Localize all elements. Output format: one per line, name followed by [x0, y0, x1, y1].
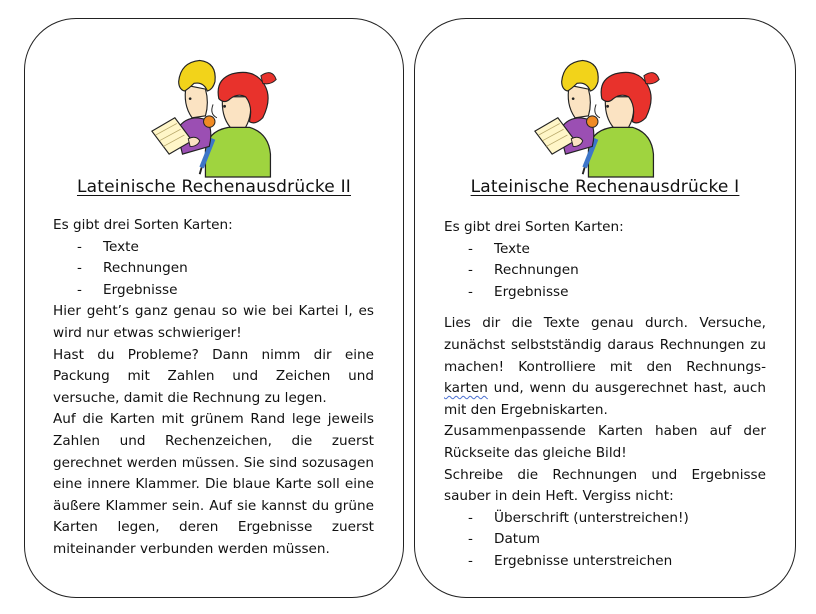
- list-item: - Ergebnisse: [77, 281, 178, 298]
- children-reading-icon: [150, 45, 280, 181]
- spellcheck-word: karten: [444, 380, 488, 397]
- list-item: - Ergebnisse: [468, 283, 569, 300]
- list-item: - Texte: [468, 240, 530, 257]
- paragraph: Schreibe die Rechnungen und Ergebnisse sauber in dein Heft. Vergiss nicht:: [444, 466, 766, 505]
- paragraph: Hast du Probleme? Dann nimm dir eine Packung mit Zahlen und Zeichen und versuche, damit die Rechnung zu legen.: [53, 346, 374, 406]
- card-body: [444, 217, 766, 573]
- card-kartei-2: [24, 18, 404, 598]
- list-item: - Rechnungen: [77, 260, 188, 277]
- card-type-list: [444, 239, 766, 304]
- list-item: - Überschrift (unterstreichen!): [468, 509, 689, 526]
- list-item: - Datum: [468, 531, 540, 548]
- paragraph: Auf die Karten mit grünem Rand lege jeweils Zahlen und Rechenzeichen, die zuerst gerechnet werden müssen. Sie sind sozusagen eine innere Klammer. Die blaue Karte soll eine äußere Klammer sein. Auf sie kannst du grüne Karten legen, deren Ergebnisse zuerst miteinander verbunden werden müssen.: [53, 411, 374, 557]
- card-kartei-1: [414, 18, 796, 598]
- checklist: [444, 508, 766, 573]
- card-type-list: [53, 237, 374, 302]
- card-title: Lateinische Rechenausdrücke I: [470, 177, 740, 197]
- intro-text: Es gibt drei Sorten Karten:: [53, 217, 233, 233]
- list-item: - Texte: [77, 238, 139, 255]
- card-title: Lateinische Rechenausdrücke II: [76, 177, 351, 197]
- children-reading-icon: [533, 45, 663, 181]
- list-item: - Rechnungen: [468, 262, 579, 279]
- paragraph: Zusammenpassende Karten haben auf der Rückseite das gleiche Bild!: [444, 423, 766, 461]
- intro-text: Es gibt drei Sorten Karten:: [444, 219, 624, 235]
- paragraph: Hier geht’s ganz genau so wie bei Kartei I, es wird nur etwas schwieriger!: [53, 303, 374, 341]
- card-body: [53, 215, 374, 561]
- list-item: - Ergebnisse unterstreichen: [468, 552, 673, 569]
- paragraph: Lies dir die Texte genau durch. Versuche, zunächst selbstständig daraus Rechnungen zu machen! Kontrolliere mit den Rechnungs-karten und, wenn du ausgerechnet hast, auch mit den Ergebniskarten.: [444, 315, 766, 418]
